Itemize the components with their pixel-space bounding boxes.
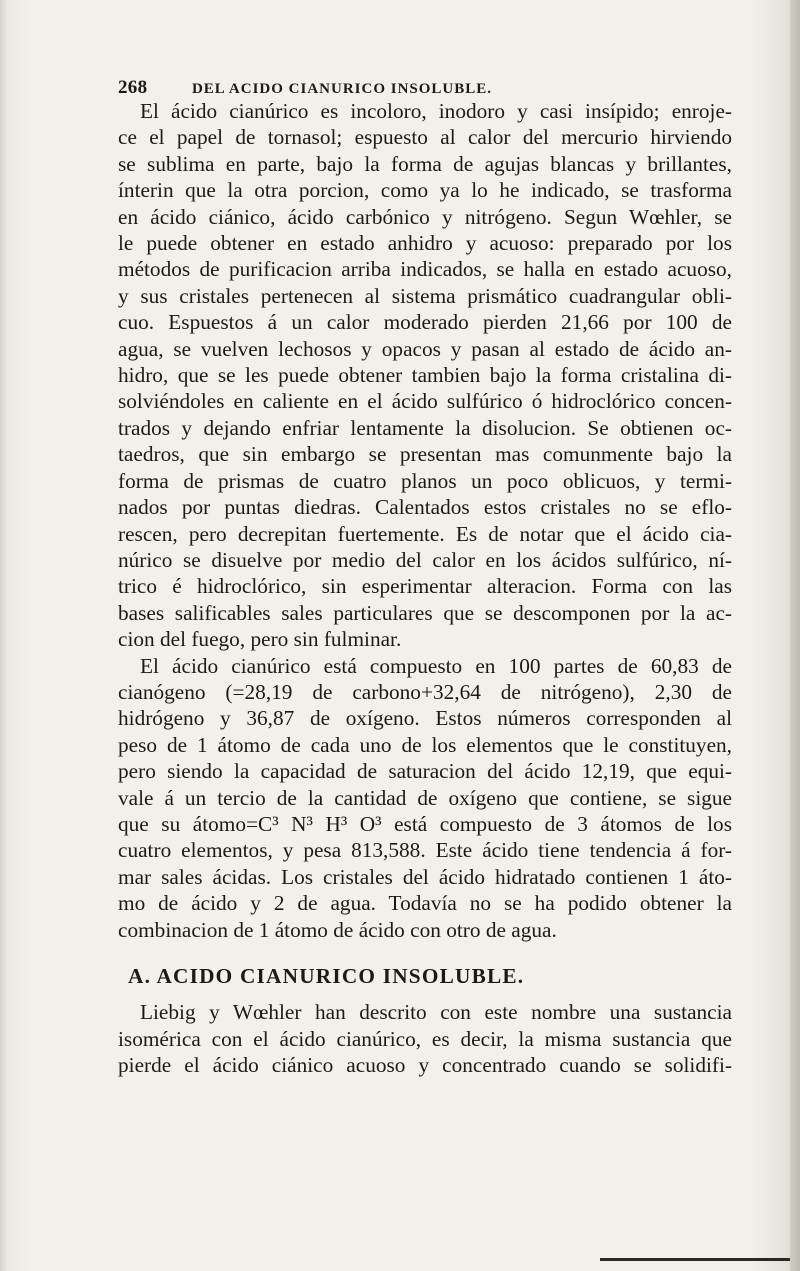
text-line: mar sales ácidas. Los cristales del ácido hidratado contienen 1 áto- <box>118 864 732 889</box>
page-header <box>118 78 718 99</box>
text-line: cuo. Espuestos á un calor moderado pierden 21,66 por 100 de <box>118 310 732 335</box>
text-line: Liebig y Wœhler han descrito con este nombre una sustancia <box>140 1000 732 1025</box>
text-line: combinacion de 1 átomo de ácido con otro de agua. <box>118 917 557 942</box>
paragraph-properties <box>118 98 732 653</box>
text-line: isomérica con el ácido cianúrico, es decir, la misma sustancia que <box>118 1026 732 1051</box>
text-line: taedros, que sin embargo se presentan mas comunmente bajo la <box>118 442 732 467</box>
text-line: en ácido ciánico, ácido carbónico y nitrógeno. Segun Wœhler, se <box>118 204 732 229</box>
text-line: cuatro elementos, y pesa 813,588. Este ácido tiene tendencia á for- <box>118 838 732 863</box>
text-line: forma de prismas de cuatro planos un poco oblicuos, y termi- <box>118 468 732 493</box>
text-line: pero siendo la capacidad de saturacion del ácido 12,19, que equi- <box>118 759 732 784</box>
page-left-edge <box>0 0 8 1271</box>
text-line: bases salificables sales particulares que se descomponen por la ac- <box>118 600 732 625</box>
page-number: 268 <box>118 77 148 98</box>
section-title: A. ACIDO CIANURICO INSOLUBLE. <box>128 964 525 988</box>
text-line: ce el papel de tornasol; espuesto al calor del mercurio hirviendo <box>118 125 732 150</box>
text-line: El ácido cianúrico está compuesto en 100 partes de 60,83 de <box>140 653 732 678</box>
page-right-edge <box>790 0 800 1271</box>
text-line: pierde el ácido ciánico acuoso y concentrado cuando se solidifi- <box>118 1053 732 1078</box>
text-line: agua, se vuelven lechosos y opacos y pasan al estado de ácido an- <box>118 336 732 361</box>
text-line: hidrógeno y 36,87 de oxígeno. Estos números corresponden al <box>118 706 732 731</box>
text-line: nados por puntas diedras. Calentados estos cristales no se eflo- <box>118 495 732 520</box>
text-line: métodos de purificacion arriba indicados, se halla en estado acuoso, <box>118 257 732 282</box>
text-line: vale á un tercio de la cantidad de oxígeno que contiene, se sigue <box>118 785 732 810</box>
paragraph-composition <box>118 653 732 943</box>
text-line: hidro, que se les puede obtener tambien bajo la forma cristalina di- <box>118 363 732 388</box>
page-bottom-rule <box>600 1258 790 1261</box>
text-line: le puede obtener en estado anhidro y acuoso: preparado por los <box>118 231 732 256</box>
text-line: peso de 1 átomo de cada uno de los elementos que le constituyen, <box>118 732 732 757</box>
paragraph-insoluble <box>118 999 732 1078</box>
text-line: trados y dejando enfriar lentamente la disolucion. Se obtienen oc- <box>118 415 732 440</box>
text-line: rescen, pero decrepitan fuertemente. Es de notar que el ácido cia- <box>118 521 732 546</box>
text-line: trico é hidroclórico, sin esperimentar alteracion. Forma con las <box>118 574 732 599</box>
text-line: núrico se disuelve por medio del calor en los ácidos sulfúrico, ní- <box>118 547 732 572</box>
text-line: se sublima en parte, bajo la forma de agujas blancas y brillantes, <box>118 151 732 176</box>
text-line: y sus cristales pertenecen al sistema prismático cuadrangular obli- <box>118 283 732 308</box>
text-line: El ácido cianúrico es incoloro, inodoro y casi insípido; enroje- <box>140 99 732 123</box>
body-text <box>118 98 732 1079</box>
text-line: cion del fuego, pero sin fulminar. <box>118 627 402 652</box>
text-line: cianógeno (=28,19 de carbono+32,64 de nitrógeno), 2,30 de <box>118 679 732 704</box>
text-line: ínterin que la otra porcion, como ya lo he indicado, se trasforma <box>118 178 732 203</box>
text-line: solviéndoles en caliente en el ácido sulfúrico ó hidroclórico concen- <box>118 389 732 414</box>
running-title: DEL ACIDO CIANURICO INSOLUBLE. <box>191 81 493 97</box>
text-line: que su átomo=C³ N³ H³ O³ está compuesto de 3 átomos de los <box>118 811 732 836</box>
text-line: mo de ácido y 2 de agua. Todavía no se ha podido obtener la <box>118 891 732 916</box>
